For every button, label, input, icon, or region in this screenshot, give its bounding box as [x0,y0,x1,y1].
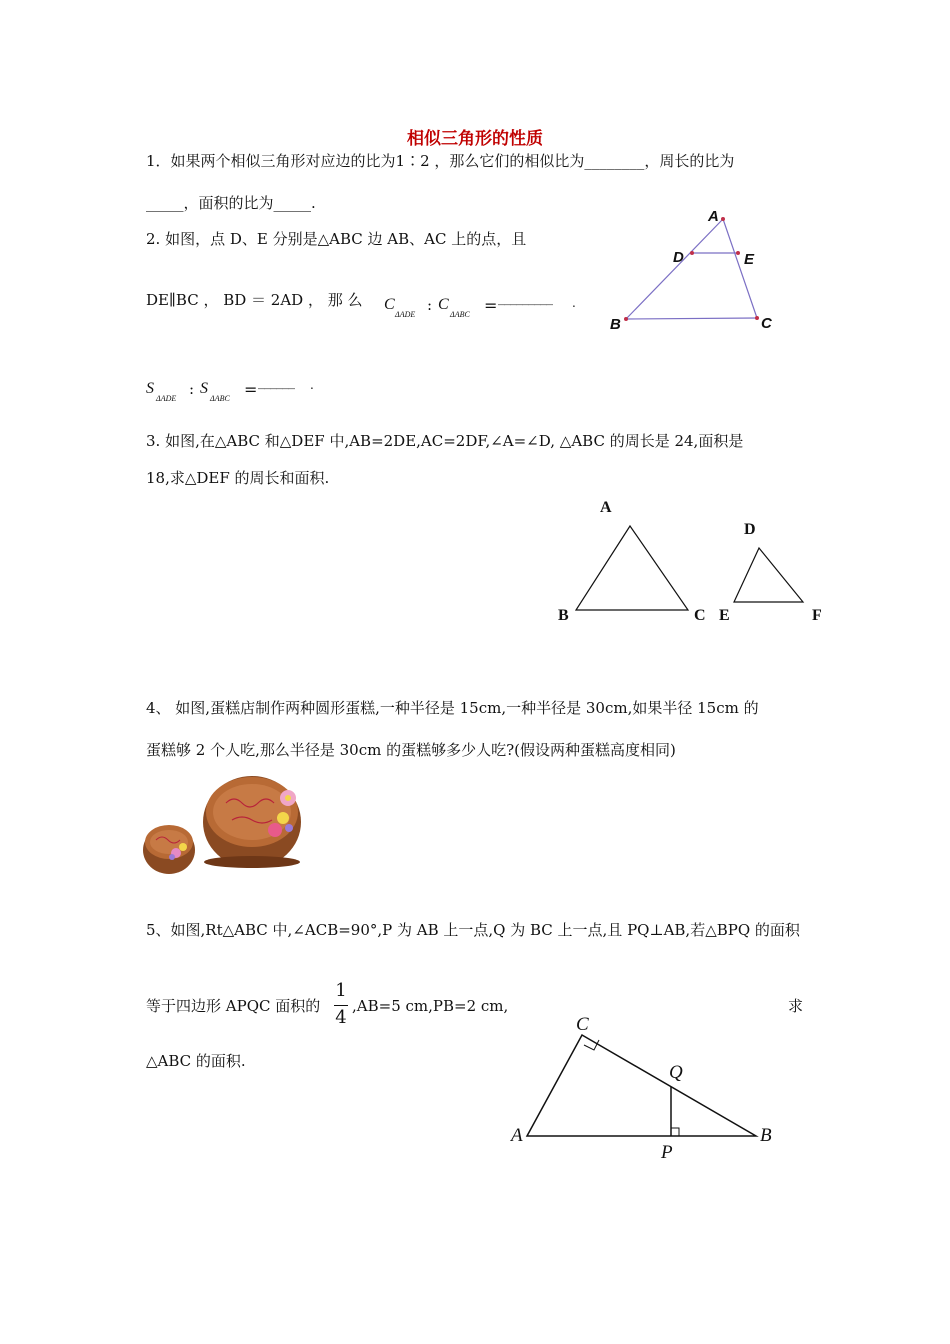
label-q: Q [669,1062,683,1083]
q4-line1: 4、 如图,蛋糕店制作两种圆形蛋糕,一种半径是 15cm,一种半径是 30cm,如果半径 15cm 的 [146,699,759,717]
point-d [690,251,694,255]
point-b [624,317,628,321]
right-angle-c [584,1040,599,1050]
label-c: C [694,607,706,624]
label-b: B [760,1125,772,1146]
label-b: B [610,316,621,333]
perimeter-symbol-1: C [384,296,395,313]
q5-line3: △ABC 的面积. [146,1052,246,1070]
label-p: P [661,1142,673,1163]
large-cake [203,776,301,868]
area-symbol-1: S [146,380,154,397]
segment-ac [723,219,757,318]
q4-line2: 蛋糕够 2 个人吃,那么半径是 30cm 的蛋糕够多少人吃?(假设两种蛋糕高度相同) [146,741,676,759]
perimeter-subscript-2: ΔABC [450,310,470,319]
label-a: A [600,499,612,516]
right-angle-p [671,1128,679,1136]
q5-line2-given: ,AB=5 cm,PB=2 cm, [352,997,509,1015]
trapezoid-figure-q2 [605,205,795,335]
cakes-image [142,768,322,878]
small-cake [143,825,195,874]
q5-line2-start: 等于四边形 APQC 面积的 [146,997,321,1015]
area-symbol-2: S [200,380,208,397]
perimeter-equals: = [484,296,498,315]
point-e [736,251,740,255]
perimeter-dot: . [572,296,576,310]
area-subscript-1: ΔADE [156,394,177,403]
q2-line2: DE∥BC ， BD ＝ 2AD ， 那 么 [146,291,363,309]
q2-line1: 2. 如图，点 D、E 分别是△ABC 边 AB、AC 上的点，且 [146,230,527,248]
page-title: 相似三角形的性质 [407,129,543,149]
q1-line2: _____，面积的比为_____. [146,194,316,212]
label-a: A [511,1125,523,1146]
triangle-abc [576,526,688,610]
label-e: E [719,607,730,624]
label-c: C [761,315,772,332]
fraction-one-quarter [332,980,350,1030]
fraction-bar [334,1005,348,1006]
fraction-numerator: 1 [335,980,347,1001]
label-a: A [708,208,719,225]
label-d: D [744,521,756,538]
q3-line2: 18,求△DEF 的周长和面积. [146,469,330,487]
triangles-figure-q3 [550,495,840,635]
segment-ab [626,219,723,319]
perimeter-subscript-1: ΔADE [395,310,416,319]
q1-line1: 1．如果两个相似三角形对应边的比为1∶2 ，那么它们的相似比为________，周长的比为 [146,152,735,170]
area-equals: = [244,380,258,399]
label-f: F [812,607,822,624]
area-colon: : [189,380,195,398]
point-a [721,217,725,221]
q5-line1: 5、如图,Rt△ABC 中,∠ACB=90°,P 为 AB 上一点,Q 为 BC 上一点,且 PQ⊥AB,若△BPQ 的面积 [146,921,800,939]
area-dot: . [310,378,314,392]
fraction-denominator: 4 [335,1007,347,1028]
area-subscript-2: ΔABC [210,394,230,403]
triangle-def [734,548,803,602]
label-c: C [576,1014,589,1035]
segment-bc [626,318,757,319]
q3-line1: 3. 如图,在△ABC 和△DEF 中,AB=2DE,AC=2DF,∠A=∠D, △ABC 的周长是 24,面积是 [146,432,744,450]
label-b: B [558,607,569,624]
q5-line2-end: 求 [788,997,804,1015]
point-c [755,316,759,320]
perimeter-symbol-2: C [438,296,449,313]
right-triangle-figure-q5 [505,1010,785,1170]
label-e: E [744,251,755,268]
label-d: D [673,249,684,266]
perimeter-blank: _________ [498,290,552,306]
triangle-abc [527,1035,756,1136]
perimeter-colon: : [427,296,433,314]
area-blank: ______ [258,374,294,390]
